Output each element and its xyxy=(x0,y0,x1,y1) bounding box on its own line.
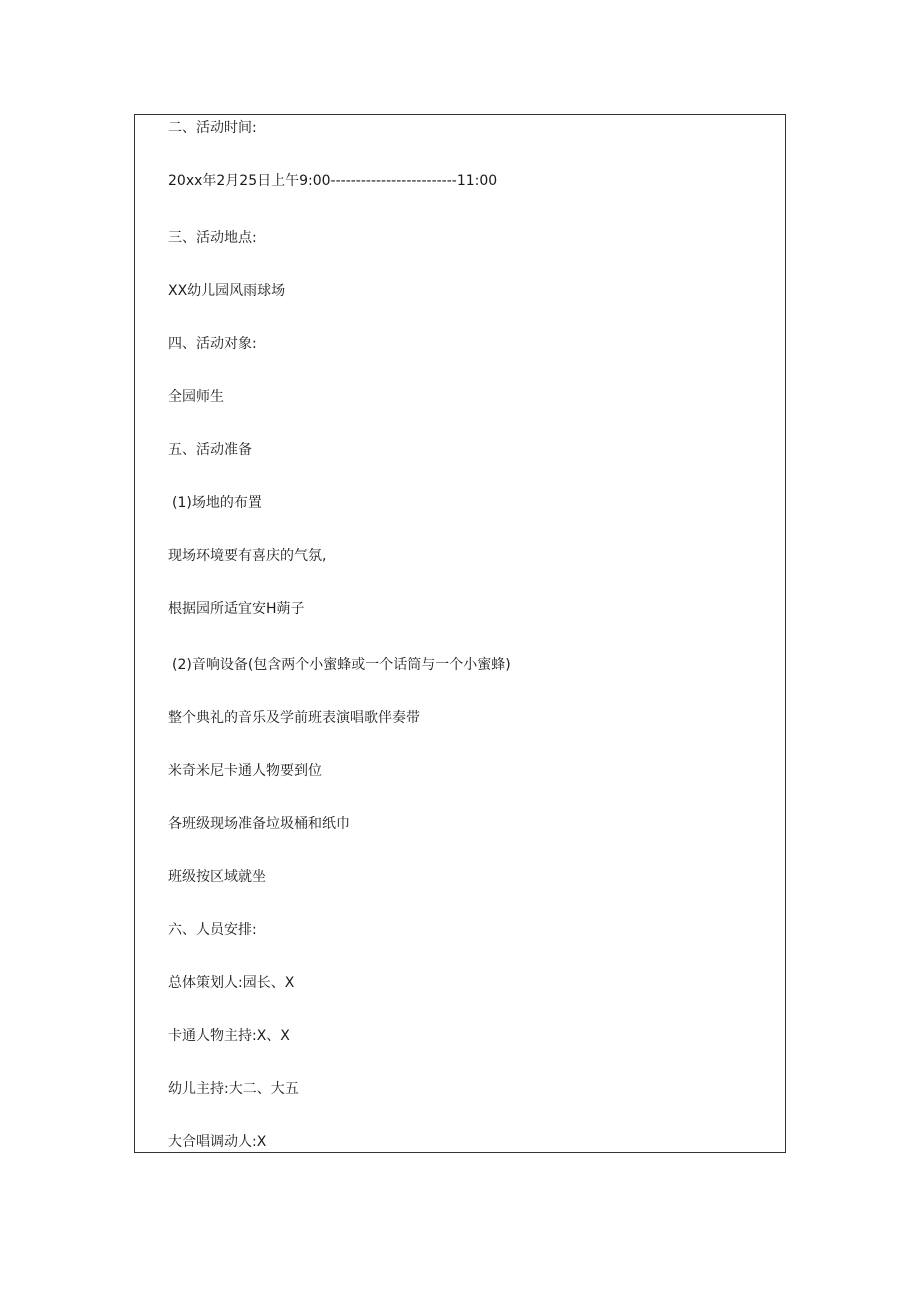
location-value: XX幼儿园风雨球场 xyxy=(168,283,286,299)
subsection-audio: (2)音响设备(包含两个小蜜蜂或一个话筒与一个小蜜蜂) xyxy=(172,657,511,673)
venue-item-atmosphere: 现场环境要有喜庆的气氛, xyxy=(168,548,327,564)
staff-character-host: 卡通人物主持:X、X xyxy=(168,1028,290,1044)
prep-item-seating: 班级按区域就坐 xyxy=(168,869,266,885)
prep-item-trash: 各班级现场准备垃圾桶和纸巾 xyxy=(168,816,350,832)
audience-value: 全园师生 xyxy=(168,389,224,405)
section-heading-location: 三、活动地点: xyxy=(168,230,257,246)
staff-chorus-coordinator: 大合唱调动人:X xyxy=(168,1134,267,1150)
document-frame xyxy=(134,114,786,1153)
prep-item-characters: 米奇米尼卡通人物要到位 xyxy=(168,763,322,779)
section-heading-staff: 六、人员安排: xyxy=(168,922,257,938)
section-heading-preparation: 五、活动准备 xyxy=(168,442,252,458)
staff-child-host: 幼儿主持:大二、大五 xyxy=(168,1081,299,1097)
staff-planner: 总体策划人:园长、X xyxy=(168,975,295,991)
venue-item-decor: 根据园所适宜安H蒴子 xyxy=(168,601,305,617)
section-heading-audience: 四、活动对象: xyxy=(168,336,257,352)
time-value: 20xx年2月25日上午9:00-------------------------11:00 xyxy=(168,173,498,189)
section-heading-time: 二、活动时间: xyxy=(168,120,257,136)
audio-item-music: 整个典礼的音乐及学前班表演唱歌伴奏带 xyxy=(168,710,420,726)
subsection-venue: (1)场地的布置 xyxy=(172,495,262,511)
